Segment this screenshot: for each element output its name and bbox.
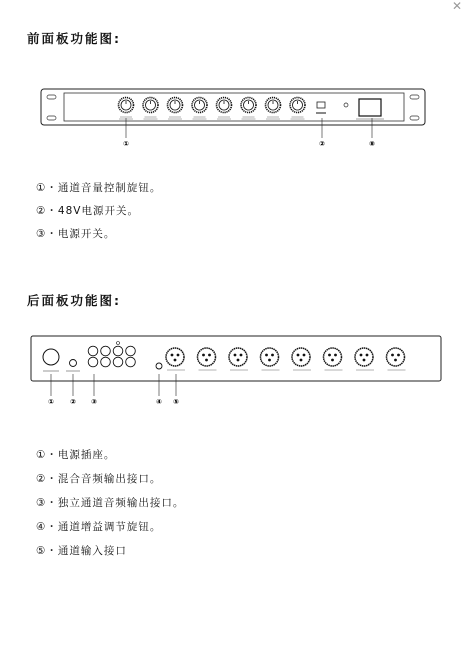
list-item: ①・电源插座。 [36, 449, 116, 461]
front-panel-heading: 前面板功能图: [27, 31, 121, 46]
rear-callout-5: ⑤ [173, 398, 179, 406]
front-callout-1: ① [123, 140, 129, 148]
list-item: ①・通道音量控制旋钮。 [36, 182, 162, 194]
list-item: ③・电源开关。 [36, 228, 116, 240]
list-item: ②・混合音频输出接口。 [36, 473, 162, 485]
rear-callout-4: ④ [156, 398, 162, 406]
front-feature-list [36, 177, 161, 246]
front-callout-3: ⑧ [369, 140, 375, 148]
rear-callout-1: ① [48, 398, 54, 406]
rear-feature-list [36, 443, 184, 563]
rear-callout-2: ② [70, 398, 76, 406]
list-item: ⑤・通道输入接口 [36, 545, 127, 557]
front-panel-chassis [41, 89, 425, 125]
rear-panel-chassis [31, 336, 441, 381]
rear-panel-heading: 后面板功能图: [27, 293, 121, 308]
list-item: ④・通道增益调节旋钮。 [36, 521, 162, 533]
list-item: ②・48V电源开关。 [36, 205, 139, 217]
list-item: ③・独立通道音频输出接口。 [36, 497, 185, 509]
front-callout-2: ② [319, 140, 325, 148]
rear-callout-3: ③ [91, 398, 97, 406]
close-icon[interactable]: ✕ [452, 0, 463, 13]
